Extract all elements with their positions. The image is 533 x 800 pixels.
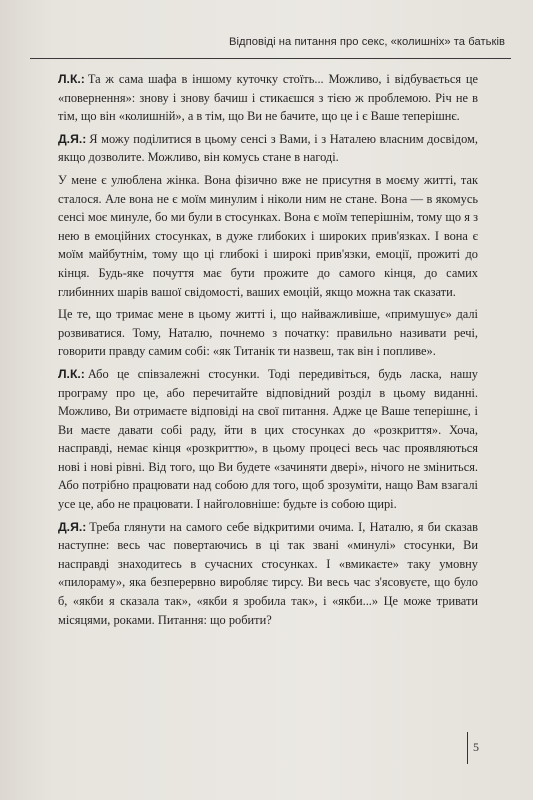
paragraph-2: [58, 130, 478, 167]
page-number-rule: [467, 732, 468, 764]
paragraph-text: У мене є улюблена жінка. Вона фізично вже не присутня в моєму житті, так сталося. Але вона не є моїм минулим і ніколи ним не стане. Вона — в якомусь сенсі моє минуле, бо ми були в стосунках. Вона є моїм теперішнім, тому що я з нею в емоційних стосунках, в дуже глибоких і широких прив'язках. І вона є моїм майбутнім, тому що ці глибокі і широкі прив'язки, емоції, прожиті до кінця. Будь-яке почуття має бути прожите до самого кінця, до самих глибинних шарів вашої свідомості, ваших емоцій, якщо можна так сказати.: [58, 172, 478, 299]
paragraph-text: Я можу поділитися в цьому сенсі з Вами, і з Наталею власним досвідом, якщо дозволите. Можливо, він комусь стане в нагоді.: [58, 131, 478, 165]
paragraph-text: Треба глянути на самого себе відкритими очима. І, Наталю, я би сказав наступне: весь час повертаючись в ці так звані «минулі» стосунки, Ви насправді знаходитесь в сучасних стосунках. І «вмикаєте» таку умовну «пилораму», яка безперервно виробляє тирсу. Ви весь час з'ясовуєте, що було б, «якби я сказала так», «якби я зробила так», і «якби...» Це може тривати місяцями, роками. Питання: що робити?: [58, 519, 478, 627]
paragraph-text: Це те, що тримає мене в цьому житті і, що найважливіше, «примушує» далі розвиватися. Тому, Наталю, почнемо з початку: правильно називати речі, говорити правду самим собі: «як Титанік ти назвеш, так він і попливе».: [58, 307, 478, 359]
running-head: Відповіді на питання про секс, «колишніх» та батьків: [228, 36, 505, 48]
header-rule: [30, 58, 511, 59]
paragraph-6: [58, 518, 478, 630]
speaker-label: Л.К.:: [58, 72, 85, 86]
speaker-label: Д.Я.:: [58, 131, 87, 146]
paragraph-text: Та ж сама шафа в іншому куточку стоїть... Можливо, і відбувається це «повернення»: знову і знову бачиш і стикаєшся з тією ж проблемою. Річ не в тім, що він «колишній», а в тім, що Ви не бачите, що це і є Ваше теперішнє.: [58, 72, 478, 124]
speaker-label: Д.Я.:: [58, 519, 87, 534]
speaker-label: Л.К.:: [58, 366, 85, 381]
paragraph-1: [58, 70, 478, 126]
body-text: [58, 70, 478, 633]
page-number: 5: [473, 740, 479, 754]
paragraph-3: [58, 171, 478, 301]
paragraph-5: [58, 365, 478, 514]
paragraph-text: Або це співзалежні стосунки. Тоді передивіться, будь ласка, нашу програму про це, або перечитайте відповідний розділ в цьому виданні. Можливо, Ви отримаєте відповіді на свої питання. Адже це Ваше теперішнє, і Ви маєте давати собі раду, йти в цих стосунках до «розкриття». Хоча, насправді, немає кінця «розкриттю», в цьому процесі весь час проявляються нові і нові рівні. Від того, що Ви будете «зачиняти двері», нічого не зміниться. Або потрібно працювати над собою для того, щоб зрозуміти, нащо Вам взагалі усе це, або не працювати. І найголовніше: будьте із собою щирі.: [58, 366, 478, 512]
paragraph-4: [58, 305, 478, 361]
